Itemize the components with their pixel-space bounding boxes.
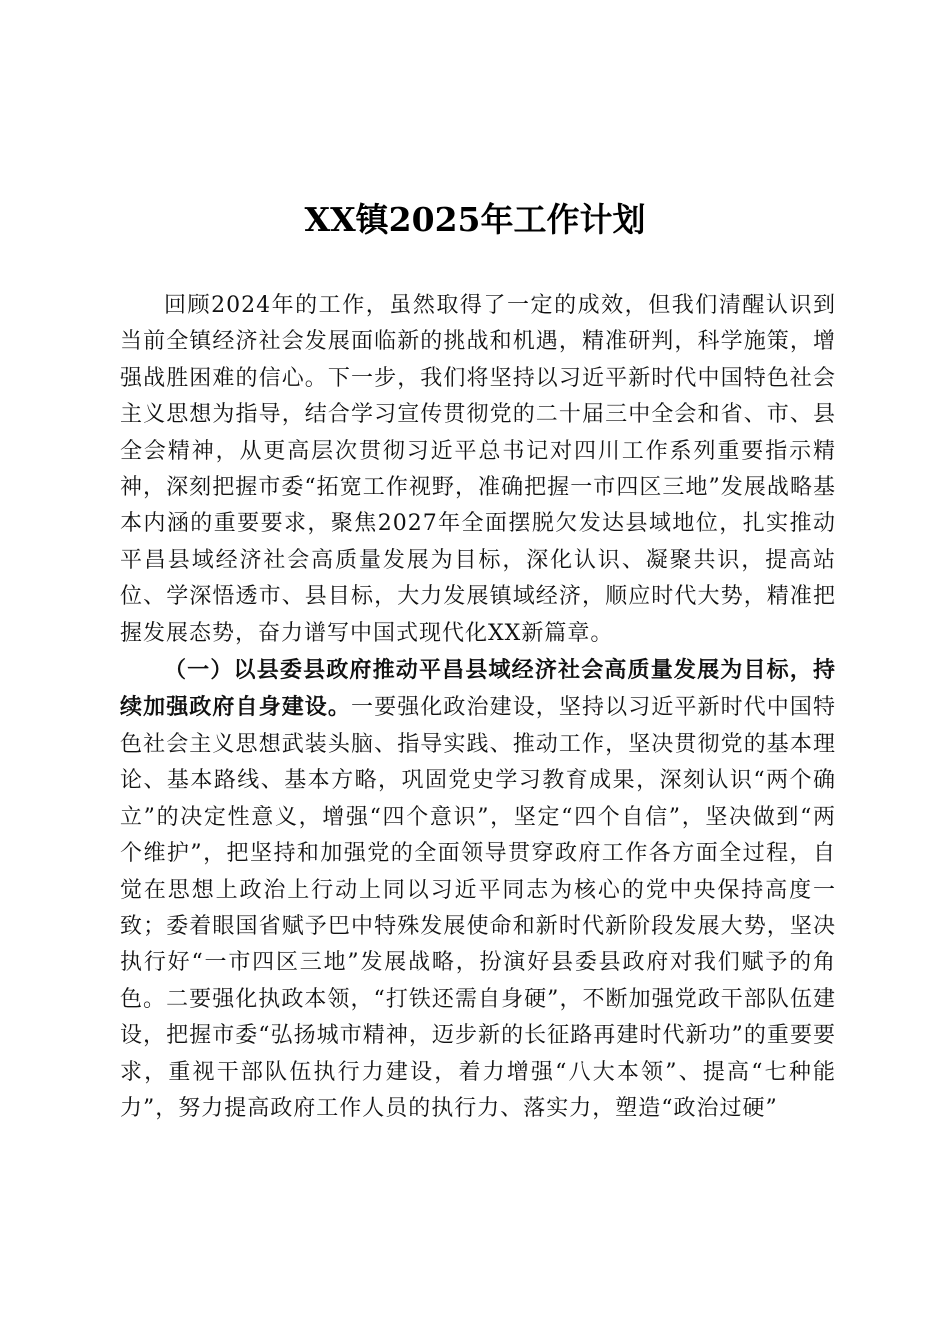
paragraph-lead-heading: （一）以县委县政府推动平昌县域经济社会高质量发展为目标，持续加强政府自身建设。 xyxy=(120,657,836,721)
paragraph-text: 回顾2024年的工作，虽然取得了一定的成效，但我们清醒认识到当前全镇经济社会发展面临新的挑战和机遇，精准研判，科学施策，增强战胜困难的信心。下一步，我们将坚持以习近平新时代中国特色社会主义思想为指导，结合学习宣传贯彻党的二十届三中全会和省、市、县全会精神，从更高层次贯彻习近平总书记对四川工作系列重要指示精神，深刻把握市委“拓宽工作视野，准确把握一市四区三地”发展战略基本内涵的重要要求，聚焦2027年全面摆脱欠发达县域地位，扎实推动平昌县域经济社会高质量发展为目标，深化认识、凝聚共识，提高站位、学深悟透市、县目标，大力发展镇域经济，顺应时代大势，精准把握发展态势，奋力谱写中国式现代化XX新篇章。 xyxy=(120,293,836,646)
paragraph-text: 一要强化政治建设，坚持以习近平新时代中国特色社会主义思想武装头脑、指导实践、推动工作，坚决贯彻党的基本理论、基本路线、基本方略，巩固党史学习教育成果，深刻认识“两个确立”的决定性意义，增强“四个意识”，坚定“四个自信”，坚决做到“两个维护”，把坚持和加强党的全面领导贯穿政府工作各方面全过程，自觉在思想上政治上行动上同以习近平同志为核心的党中央保持高度一致；委着眼国省赋予巴中特殊发展使命和新时代新阶段发展大势，坚决执行好“一市四区三地”发展战略，扮演好县委县政府对我们赋予的角色。二要强化执政本领，“打铁还需自身硬”，不断加强党政干部队伍建设，把握市委“弘扬城市精神，迈步新的长征路再建时代新功”的重要要求，重视干部队伍执行力建设，着力增强“八大本领”、提高“七种能力”，努力提高政府工作人员的执行力、落实力，塑造“政治过硬” xyxy=(120,695,836,1121)
paragraph-intro xyxy=(120,288,836,652)
paragraph-section-1 xyxy=(120,652,836,1127)
document-body xyxy=(120,288,836,1127)
document-title: XX镇2025年工作计划 xyxy=(304,200,646,239)
